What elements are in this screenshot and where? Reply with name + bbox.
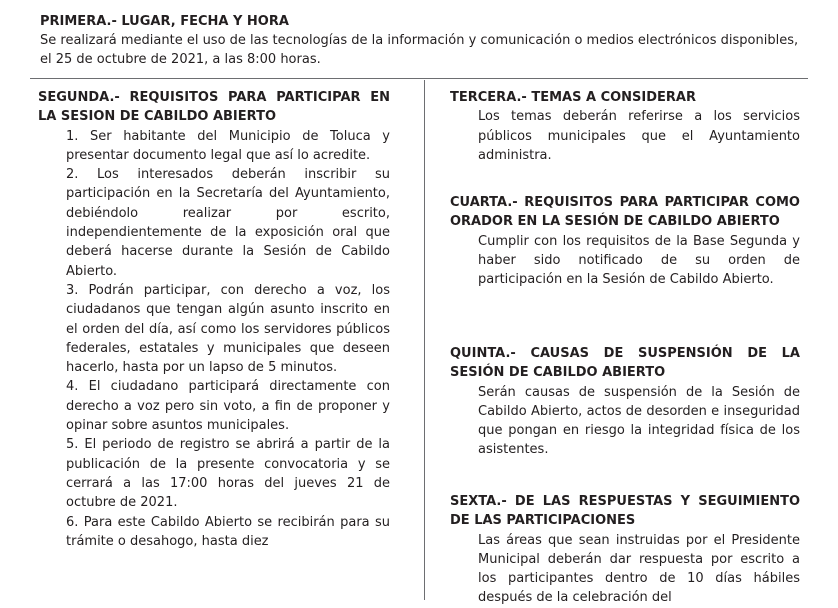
section-sexta (450, 492, 800, 608)
primera-heading: PRIMERA.- LUGAR, FECHA Y HORA (40, 14, 289, 29)
cuarta-heading: CUARTA.- REQUISITOS PARA PARTICIPAR COMO ORADOR EN LA SESIÓN DE CABILDO ABIERTO (450, 195, 800, 230)
quinta-heading: QUINTA.- CAUSAS DE SUSPENSIÓN DE LA SESIÓN DE CABILDO ABIERTO (450, 346, 800, 381)
section-quinta (450, 344, 800, 460)
sexta-heading: SEXTA.- DE LAS RESPUESTAS Y SEGUIMIENTO DE LAS PARTICIPACIONES (450, 494, 800, 529)
sexta-body: Las áreas que sean instruidas por el Presidente Municipal deberán dar respuesta por escrito a los participantes dentro de 10 días hábiles después de la celebración del (478, 532, 800, 606)
section-segunda (38, 88, 390, 551)
segunda-item: 3. Podrán participar, con derecho a voz, los ciudadanos que tengan algún asunto inscrito en el orden del día, así como los servidores públicos federales, estatales y municipales que deseen hacerlo, hasta por un lapso de 5 minutos. (66, 282, 390, 376)
segunda-item: 4. El ciudadano participará directamente con derecho a voz pero sin voto, a fin de proponer y opinar sobre asuntos municipales. (66, 379, 390, 434)
cuarta-body: Cumplir con los requisitos de la Base Segunda y haber sido notificado de su orden de participación en la Sesión de Cabildo Abierto. (478, 233, 800, 288)
tercera-heading: TERCERA.- TEMAS A CONSIDERAR (450, 90, 696, 105)
quinta-body: Serán causas de suspensión de la Sesión de Cabildo Abierto, actos de desorden e inseguridad que pongan en riesgo la integridad física de los asistentes. (478, 384, 800, 458)
column-divider (424, 80, 425, 600)
section-primera (40, 12, 800, 69)
segunda-item: 1. Ser habitante del Municipio de Toluca y presentar documento legal que así lo acredite. (66, 128, 390, 163)
section-cuarta (450, 193, 800, 289)
segunda-list (66, 127, 390, 552)
tercera-body: Los temas deberán referirse a los servicios públicos municipales que el Ayuntamiento administra. (478, 109, 800, 163)
horizontal-divider (30, 78, 808, 79)
segunda-heading: SEGUNDA.- REQUISITOS PARA PARTICIPAR EN LA SESION DE CABILDO ABIERTO (38, 90, 390, 125)
segunda-item: 6. Para este Cabildo Abierto se recibirán para su trámite o desahogo, hasta diez (66, 514, 390, 549)
segunda-item: 5. El periodo de registro se abrirá a partir de la publicación de la presente convocatoria y se cerrará a las 17:00 horas del jueves 21 de octubre de 2021. (66, 437, 390, 511)
segunda-item: 2. Los interesados deberán inscribir su participación en la Secretaría del Ayuntamiento, debiéndolo realizar por escrito, independientemente de la exposición oral que deberá hacerse durante la Sesión de Cabildo Abierto. (66, 167, 390, 279)
primera-body: Se realizará mediante el uso de las tecnologías de la información y comunicación o medios electrónicos disponibles, el 25 de octubre de 2021, a las 8:00 horas. (40, 33, 799, 67)
section-tercera (450, 88, 800, 165)
